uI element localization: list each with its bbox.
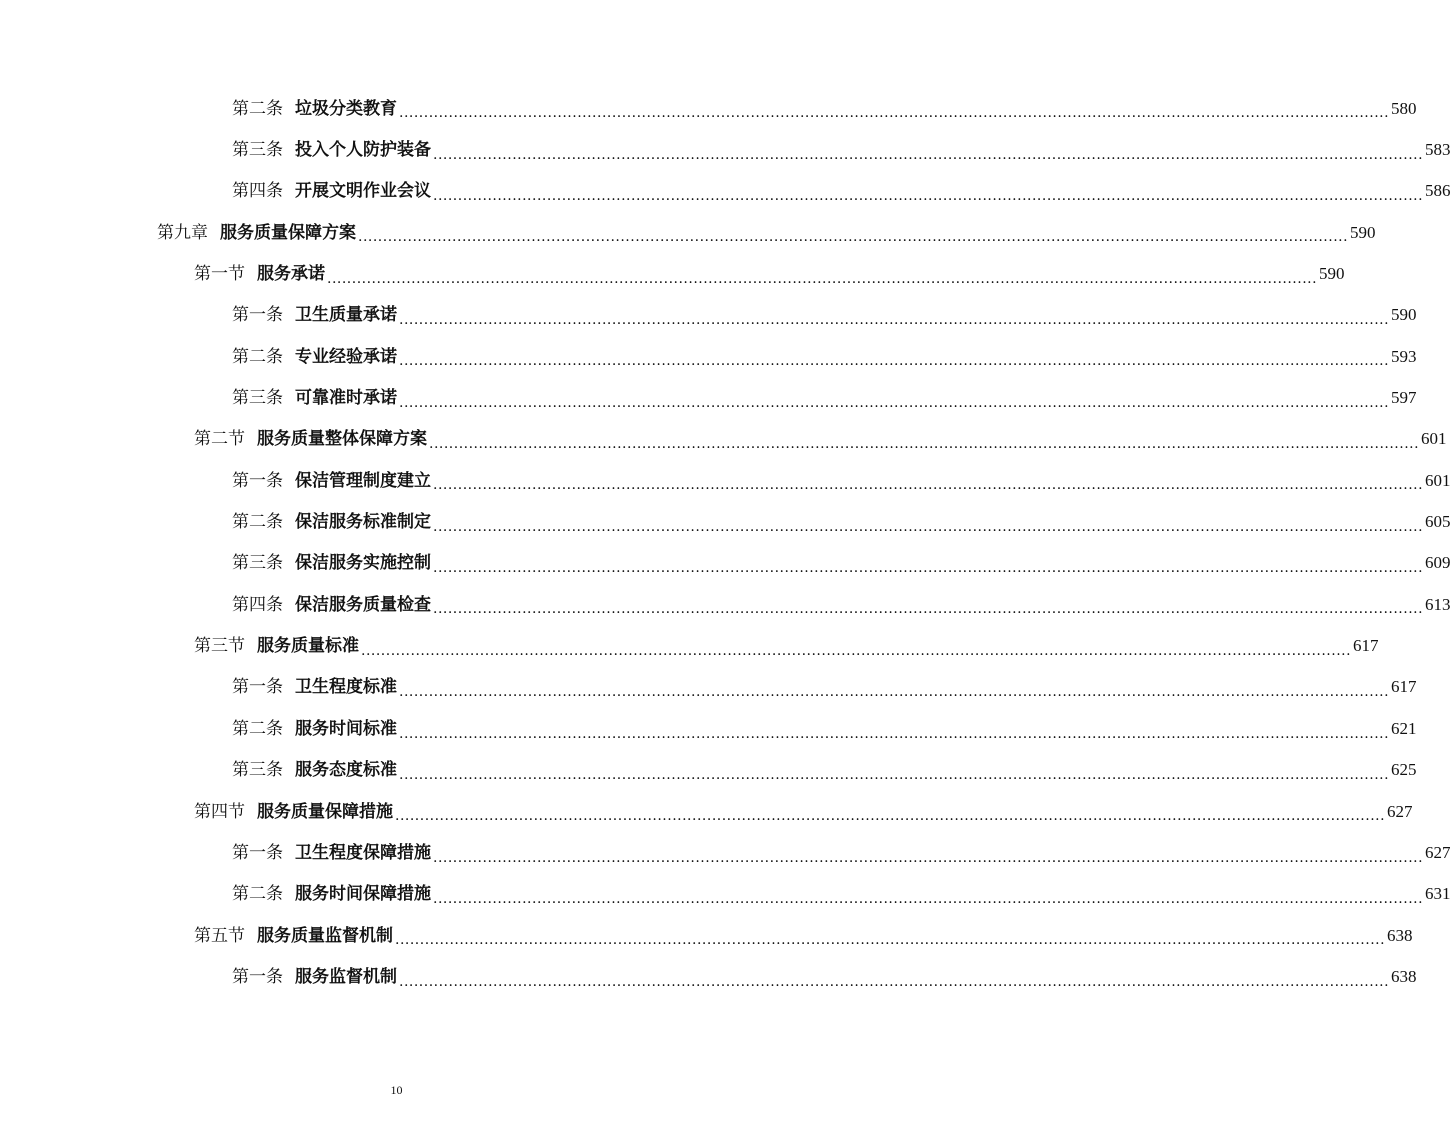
toc-entry-label: 第二条 — [232, 718, 283, 739]
toc-entry-title: 服务质量整体保障方案 — [257, 429, 427, 450]
toc-entry-title: 卫生质量承诺 — [295, 305, 397, 326]
toc-entry-title: 服务质量保障方案 — [220, 222, 356, 243]
table-of-contents — [0, 88, 1451, 998]
toc-entry-label: 第二条 — [232, 346, 283, 367]
toc-entry-page-number: 605 — [1425, 512, 1451, 532]
dot-leader: ........................................................................................................................................................................................................ — [433, 146, 1424, 163]
toc-entry-page-number: 590 — [1350, 222, 1376, 242]
toc-entry-label: 第一节 — [194, 264, 245, 285]
toc-entry-section[interactable] — [0, 915, 1413, 956]
toc-entry-page-number: 590 — [1319, 264, 1345, 284]
toc-entry-label: 第一条 — [232, 305, 283, 326]
toc-entry-title: 服务时间标准 — [295, 718, 397, 739]
toc-entry-section[interactable] — [0, 625, 1379, 666]
toc-entry-article[interactable] — [0, 584, 1451, 625]
dot-leader: ........................................................................................................................................................................................................ — [433, 560, 1424, 577]
toc-entry-article[interactable] — [0, 129, 1451, 170]
toc-entry-label: 第四条 — [232, 594, 283, 615]
toc-entry-page-number: 583 — [1425, 140, 1451, 160]
toc-entry-article[interactable] — [0, 295, 1417, 336]
toc-entry-label: 第二条 — [232, 884, 283, 905]
toc-entry-page-number: 593 — [1391, 346, 1417, 366]
toc-entry-title: 服务质量监督机制 — [257, 925, 393, 946]
toc-entry-article[interactable] — [0, 501, 1451, 542]
toc-entry-page-number: 590 — [1391, 305, 1417, 325]
dot-leader: ........................................................................................................................................................................................................ — [399, 725, 1390, 742]
dot-leader: ........................................................................................................................................................................................................ — [399, 105, 1390, 122]
toc-entry-title: 服务监督机制 — [295, 966, 397, 987]
toc-entry-label: 第三条 — [232, 760, 283, 781]
toc-entry-title: 保洁服务实施控制 — [295, 553, 431, 574]
toc-entry-title: 专业经验承诺 — [295, 346, 397, 367]
toc-entry-label: 第四节 — [194, 801, 245, 822]
toc-entry-page-number: 638 — [1387, 925, 1413, 945]
toc-entry-chapter[interactable] — [0, 212, 1376, 253]
dot-leader: ........................................................................................................................................................................................................ — [433, 188, 1424, 205]
toc-entry-article[interactable] — [0, 171, 1451, 212]
toc-entry-page-number: 627 — [1425, 842, 1451, 862]
toc-entry-section[interactable] — [0, 791, 1413, 832]
toc-entry-page-number: 631 — [1425, 884, 1451, 904]
toc-entry-section[interactable] — [0, 253, 1345, 294]
toc-entry-label: 第一条 — [232, 677, 283, 698]
dot-leader: ........................................................................................................................................................................................................ — [399, 973, 1390, 990]
toc-entry-title: 投入个人防护装备 — [295, 140, 431, 161]
dot-leader: ........................................................................................................................................................................................................ — [429, 436, 1420, 453]
toc-entry-page-number: 621 — [1391, 718, 1417, 738]
toc-entry-article[interactable] — [0, 750, 1417, 791]
dot-leader: ........................................................................................................................................................................................................ — [399, 394, 1390, 411]
toc-entry-label: 第九章 — [157, 222, 208, 243]
toc-entry-article[interactable] — [0, 832, 1451, 873]
toc-entry-page-number: 617 — [1391, 677, 1417, 697]
page-number-footer: 10 — [390, 1083, 403, 1097]
toc-entry-label: 第二条 — [232, 512, 283, 533]
toc-entry-article[interactable] — [0, 708, 1417, 749]
toc-entry-title: 服务态度标准 — [295, 760, 397, 781]
toc-entry-title: 开展文明作业会议 — [295, 181, 431, 202]
toc-entry-label: 第一条 — [232, 966, 283, 987]
toc-entry-title: 保洁管理制度建立 — [295, 470, 431, 491]
toc-entry-page-number: 625 — [1391, 760, 1417, 780]
toc-entry-title: 保洁服务质量检查 — [295, 594, 431, 615]
toc-entry-label: 第三条 — [232, 140, 283, 161]
toc-entry-page-number: 617 — [1353, 636, 1379, 656]
toc-entry-title: 服务质量保障措施 — [257, 801, 393, 822]
dot-leader: ........................................................................................................................................................................................................ — [399, 353, 1390, 370]
dot-leader: ........................................................................................................................................................................................................ — [395, 932, 1386, 949]
toc-entry-title: 服务质量标准 — [257, 636, 359, 657]
dot-leader: ........................................................................................................................................................................................................ — [327, 270, 1318, 287]
toc-entry-page-number: 597 — [1391, 388, 1417, 408]
toc-entry-title: 保洁服务标准制定 — [295, 512, 431, 533]
toc-entry-title: 服务承诺 — [257, 264, 325, 285]
dot-leader: ........................................................................................................................................................................................................ — [433, 601, 1424, 618]
toc-entry-label: 第一条 — [232, 842, 283, 863]
toc-entry-article[interactable] — [0, 956, 1417, 997]
toc-entry-article[interactable] — [0, 88, 1417, 129]
dot-leader: ........................................................................................................................................................................................................ — [433, 890, 1424, 907]
toc-entry-label: 第三条 — [232, 388, 283, 409]
toc-entry-page-number: 601 — [1421, 429, 1447, 449]
toc-entry-page-number: 580 — [1391, 98, 1417, 118]
dot-leader: ........................................................................................................................................................................................................ — [433, 518, 1424, 535]
toc-entry-page-number: 601 — [1425, 470, 1451, 490]
toc-entry-article[interactable] — [0, 667, 1417, 708]
toc-entry-title: 服务时间保障措施 — [295, 884, 431, 905]
toc-entry-page-number: 613 — [1425, 594, 1451, 614]
dot-leader: ........................................................................................................................................................................................................ — [358, 229, 1349, 246]
toc-entry-title: 卫生程度标准 — [295, 677, 397, 698]
toc-entry-page-number: 609 — [1425, 553, 1451, 573]
dot-leader: ........................................................................................................................................................................................................ — [433, 849, 1424, 866]
toc-entry-label: 第三节 — [194, 636, 245, 657]
toc-entry-label: 第五节 — [194, 925, 245, 946]
toc-entry-label: 第二节 — [194, 429, 245, 450]
toc-entry-page-number: 586 — [1425, 181, 1451, 201]
toc-entry-label: 第一条 — [232, 470, 283, 491]
toc-entry-title: 可靠准时承诺 — [295, 388, 397, 409]
toc-entry-article[interactable] — [0, 377, 1417, 418]
toc-entry-section[interactable] — [0, 419, 1447, 460]
toc-entry-page-number: 627 — [1387, 801, 1413, 821]
dot-leader: ........................................................................................................................................................................................................ — [361, 642, 1352, 659]
dot-leader: ........................................................................................................................................................................................................ — [433, 477, 1424, 494]
toc-entry-title: 垃圾分类教育 — [295, 98, 397, 119]
dot-leader: ........................................................................................................................................................................................................ — [395, 808, 1386, 825]
toc-entry-article[interactable] — [0, 543, 1451, 584]
toc-entry-title: 卫生程度保障措施 — [295, 842, 431, 863]
toc-entry-label: 第四条 — [232, 181, 283, 202]
dot-leader: ........................................................................................................................................................................................................ — [399, 684, 1390, 701]
toc-entry-page-number: 638 — [1391, 966, 1417, 986]
toc-entry-label: 第三条 — [232, 553, 283, 574]
toc-entry-label: 第二条 — [232, 98, 283, 119]
dot-leader: ........................................................................................................................................................................................................ — [399, 312, 1390, 329]
toc-entry-article[interactable] — [0, 336, 1417, 377]
toc-entry-article[interactable] — [0, 460, 1451, 501]
toc-entry-article[interactable] — [0, 874, 1451, 915]
dot-leader: ........................................................................................................................................................................................................ — [399, 766, 1390, 783]
